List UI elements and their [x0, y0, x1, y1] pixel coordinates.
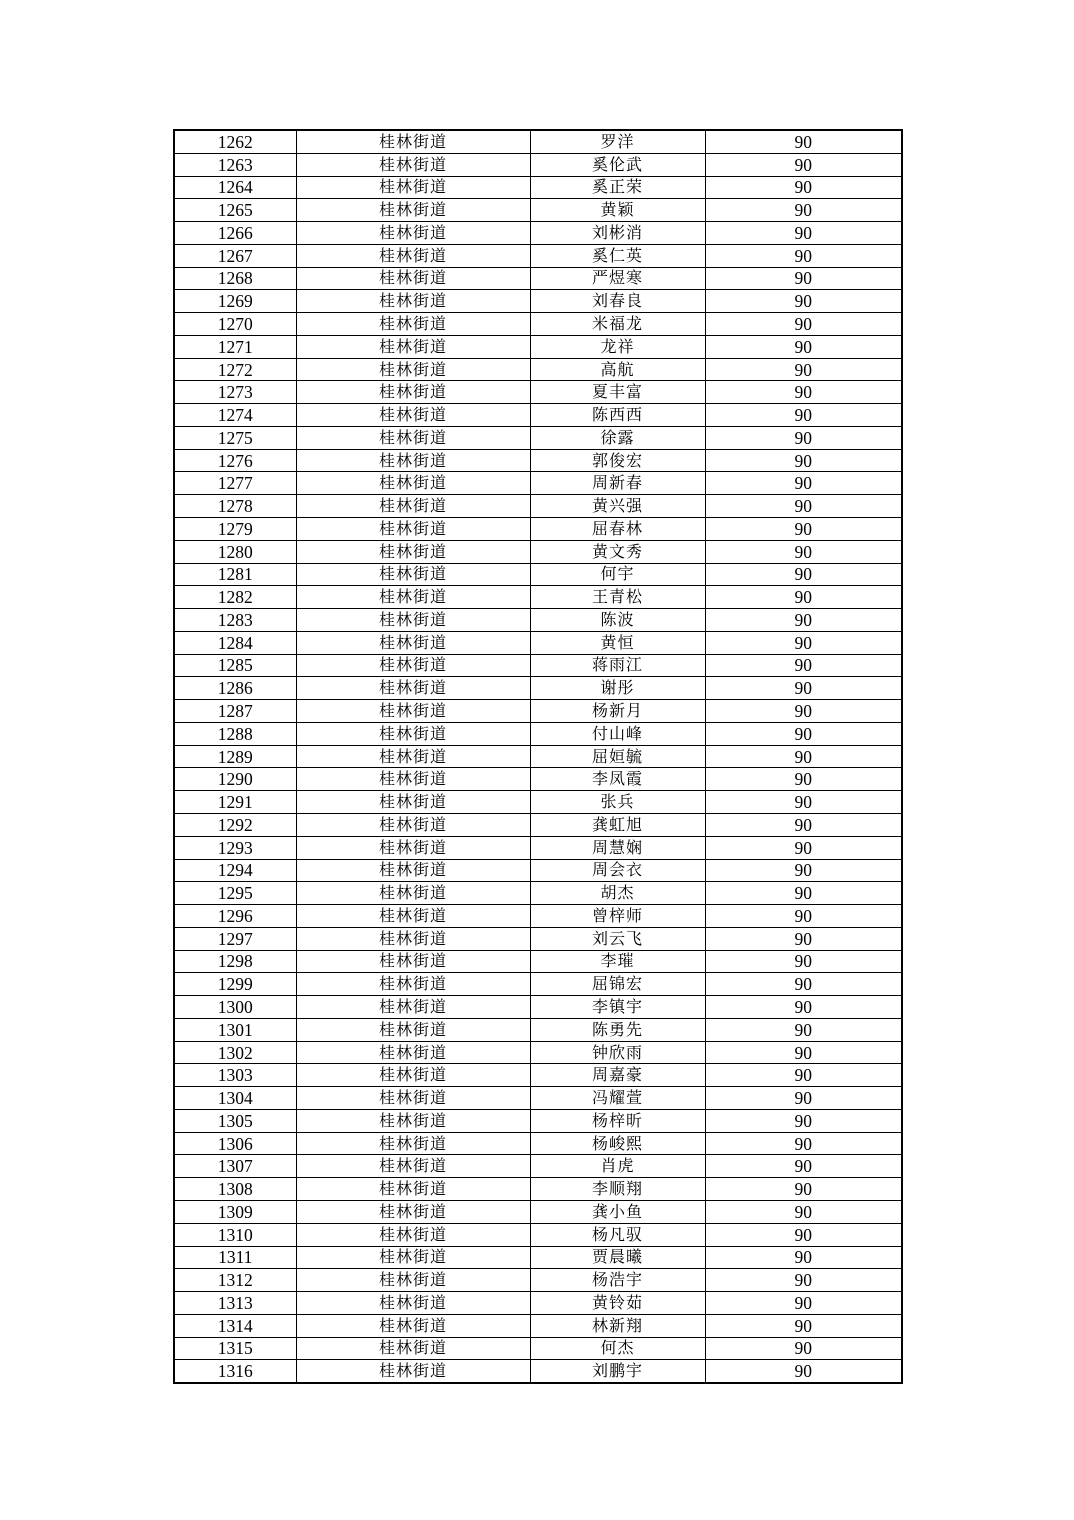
name-cell: 周嘉豪 — [530, 1064, 705, 1087]
row-number-cell: 1272 — [174, 358, 296, 381]
row-number-cell: 1279 — [174, 518, 296, 541]
row-number-cell: 1304 — [174, 1087, 296, 1110]
table-row — [174, 1314, 902, 1337]
table-row — [174, 176, 902, 199]
row-number-cell: 1316 — [174, 1360, 296, 1383]
name-cell: 曾梓师 — [530, 905, 705, 928]
score-cell: 90 — [705, 153, 902, 176]
table-row — [174, 1246, 902, 1269]
street-cell: 桂林街道 — [296, 1041, 530, 1064]
table-row — [174, 518, 902, 541]
name-cell: 杨梓昕 — [530, 1109, 705, 1132]
name-cell: 刘春良 — [530, 290, 705, 313]
score-cell: 90 — [705, 130, 902, 153]
name-cell: 贾晨曦 — [530, 1246, 705, 1269]
table-row — [174, 290, 902, 313]
score-cell: 90 — [705, 518, 902, 541]
row-number-cell: 1267 — [174, 244, 296, 267]
row-number-cell: 1288 — [174, 722, 296, 745]
name-cell: 李镇宇 — [530, 996, 705, 1019]
score-cell: 90 — [705, 882, 902, 905]
row-number-cell: 1283 — [174, 609, 296, 632]
table-row — [174, 745, 902, 768]
table-row — [174, 381, 902, 404]
street-cell: 桂林街道 — [296, 199, 530, 222]
name-cell: 龚小鱼 — [530, 1200, 705, 1223]
roster-table-body — [174, 130, 902, 1383]
row-number-cell: 1271 — [174, 335, 296, 358]
score-cell: 90 — [705, 222, 902, 245]
row-number-cell: 1274 — [174, 404, 296, 427]
name-cell: 周会衣 — [530, 859, 705, 882]
name-cell: 杨峻熙 — [530, 1132, 705, 1155]
street-cell: 桂林街道 — [296, 996, 530, 1019]
table-row — [174, 859, 902, 882]
street-cell: 桂林街道 — [296, 290, 530, 313]
street-cell: 桂林街道 — [296, 654, 530, 677]
table-row — [174, 1018, 902, 1041]
row-number-cell: 1294 — [174, 859, 296, 882]
street-cell: 桂林街道 — [296, 222, 530, 245]
street-cell: 桂林街道 — [296, 745, 530, 768]
score-cell: 90 — [705, 1018, 902, 1041]
table-row — [174, 1292, 902, 1315]
name-cell: 何宇 — [530, 563, 705, 586]
name-cell: 张兵 — [530, 791, 705, 814]
score-cell: 90 — [705, 1269, 902, 1292]
street-cell: 桂林街道 — [296, 1314, 530, 1337]
row-number-cell: 1311 — [174, 1246, 296, 1269]
name-cell: 黄颖 — [530, 199, 705, 222]
name-cell: 严煜寒 — [530, 267, 705, 290]
name-cell: 周慧娴 — [530, 836, 705, 859]
name-cell: 钟欣雨 — [530, 1041, 705, 1064]
street-cell: 桂林街道 — [296, 404, 530, 427]
row-number-cell: 1286 — [174, 677, 296, 700]
score-cell: 90 — [705, 563, 902, 586]
table-row — [174, 358, 902, 381]
score-cell: 90 — [705, 609, 902, 632]
table-row — [174, 927, 902, 950]
street-cell: 桂林街道 — [296, 973, 530, 996]
score-cell: 90 — [705, 1314, 902, 1337]
name-cell: 黄文秀 — [530, 540, 705, 563]
street-cell: 桂林街道 — [296, 927, 530, 950]
row-number-cell: 1289 — [174, 745, 296, 768]
row-number-cell: 1285 — [174, 654, 296, 677]
street-cell: 桂林街道 — [296, 836, 530, 859]
street-cell: 桂林街道 — [296, 905, 530, 928]
street-cell: 桂林街道 — [296, 1018, 530, 1041]
table-row — [174, 973, 902, 996]
table-row — [174, 1360, 902, 1383]
name-cell: 屈姮毓 — [530, 745, 705, 768]
street-cell: 桂林街道 — [296, 1087, 530, 1110]
street-cell: 桂林街道 — [296, 449, 530, 472]
row-number-cell: 1293 — [174, 836, 296, 859]
table-row — [174, 540, 902, 563]
row-number-cell: 1278 — [174, 495, 296, 518]
score-cell: 90 — [705, 1178, 902, 1201]
score-cell: 90 — [705, 791, 902, 814]
street-cell: 桂林街道 — [296, 791, 530, 814]
score-cell: 90 — [705, 1132, 902, 1155]
street-cell: 桂林街道 — [296, 700, 530, 723]
table-row — [174, 244, 902, 267]
name-cell: 陈波 — [530, 609, 705, 632]
score-cell: 90 — [705, 1064, 902, 1087]
street-cell: 桂林街道 — [296, 1360, 530, 1383]
street-cell: 桂林街道 — [296, 176, 530, 199]
table-row — [174, 199, 902, 222]
street-cell: 桂林街道 — [296, 540, 530, 563]
score-cell: 90 — [705, 1292, 902, 1315]
name-cell: 屈春林 — [530, 518, 705, 541]
score-cell: 90 — [705, 700, 902, 723]
score-cell: 90 — [705, 426, 902, 449]
roster-table — [173, 129, 903, 1384]
score-cell: 90 — [705, 449, 902, 472]
score-cell: 90 — [705, 358, 902, 381]
table-row — [174, 631, 902, 654]
row-number-cell: 1282 — [174, 586, 296, 609]
name-cell: 何杰 — [530, 1337, 705, 1360]
table-row — [174, 905, 902, 928]
name-cell: 黄恒 — [530, 631, 705, 654]
street-cell: 桂林街道 — [296, 1292, 530, 1315]
name-cell: 杨凡驭 — [530, 1223, 705, 1246]
table-row — [174, 677, 902, 700]
street-cell: 桂林街道 — [296, 267, 530, 290]
name-cell: 罗洋 — [530, 130, 705, 153]
table-row — [174, 495, 902, 518]
score-cell: 90 — [705, 836, 902, 859]
row-number-cell: 1276 — [174, 449, 296, 472]
table-row — [174, 609, 902, 632]
name-cell: 肖虎 — [530, 1155, 705, 1178]
table-row — [174, 1337, 902, 1360]
score-cell: 90 — [705, 1087, 902, 1110]
name-cell: 陈西西 — [530, 404, 705, 427]
row-number-cell: 1302 — [174, 1041, 296, 1064]
table-row — [174, 882, 902, 905]
score-cell: 90 — [705, 267, 902, 290]
street-cell: 桂林街道 — [296, 518, 530, 541]
name-cell: 奚仁英 — [530, 244, 705, 267]
name-cell: 刘鹏宇 — [530, 1360, 705, 1383]
score-cell: 90 — [705, 813, 902, 836]
table-row — [174, 1041, 902, 1064]
score-cell: 90 — [705, 1360, 902, 1383]
table-row — [174, 563, 902, 586]
score-cell: 90 — [705, 381, 902, 404]
score-cell: 90 — [705, 1041, 902, 1064]
row-number-cell: 1308 — [174, 1178, 296, 1201]
street-cell: 桂林街道 — [296, 1337, 530, 1360]
row-number-cell: 1292 — [174, 813, 296, 836]
score-cell: 90 — [705, 745, 902, 768]
score-cell: 90 — [705, 495, 902, 518]
street-cell: 桂林街道 — [296, 1109, 530, 1132]
table-row — [174, 700, 902, 723]
name-cell: 夏丰富 — [530, 381, 705, 404]
score-cell: 90 — [705, 540, 902, 563]
row-number-cell: 1299 — [174, 973, 296, 996]
row-number-cell: 1301 — [174, 1018, 296, 1041]
row-number-cell: 1265 — [174, 199, 296, 222]
row-number-cell: 1264 — [174, 176, 296, 199]
street-cell: 桂林街道 — [296, 313, 530, 336]
street-cell: 桂林街道 — [296, 1155, 530, 1178]
score-cell: 90 — [705, 1155, 902, 1178]
row-number-cell: 1280 — [174, 540, 296, 563]
name-cell: 付山峰 — [530, 722, 705, 745]
score-cell: 90 — [705, 176, 902, 199]
row-number-cell: 1295 — [174, 882, 296, 905]
name-cell: 龙祥 — [530, 335, 705, 358]
street-cell: 桂林街道 — [296, 882, 530, 905]
row-number-cell: 1305 — [174, 1109, 296, 1132]
score-cell: 90 — [705, 244, 902, 267]
name-cell: 奚正荣 — [530, 176, 705, 199]
street-cell: 桂林街道 — [296, 631, 530, 654]
row-number-cell: 1312 — [174, 1269, 296, 1292]
row-number-cell: 1290 — [174, 768, 296, 791]
row-number-cell: 1307 — [174, 1155, 296, 1178]
table-row — [174, 996, 902, 1019]
table-row — [174, 1132, 902, 1155]
name-cell: 杨新月 — [530, 700, 705, 723]
row-number-cell: 1300 — [174, 996, 296, 1019]
street-cell: 桂林街道 — [296, 1064, 530, 1087]
row-number-cell: 1313 — [174, 1292, 296, 1315]
table-row — [174, 449, 902, 472]
row-number-cell: 1284 — [174, 631, 296, 654]
street-cell: 桂林街道 — [296, 130, 530, 153]
street-cell: 桂林街道 — [296, 563, 530, 586]
score-cell: 90 — [705, 290, 902, 313]
score-cell: 90 — [705, 1109, 902, 1132]
street-cell: 桂林街道 — [296, 950, 530, 973]
table-row — [174, 1200, 902, 1223]
name-cell: 李顺翔 — [530, 1178, 705, 1201]
street-cell: 桂林街道 — [296, 426, 530, 449]
score-cell: 90 — [705, 199, 902, 222]
row-number-cell: 1297 — [174, 927, 296, 950]
name-cell: 米福龙 — [530, 313, 705, 336]
street-cell: 桂林街道 — [296, 1223, 530, 1246]
street-cell: 桂林街道 — [296, 381, 530, 404]
name-cell: 刘彬消 — [530, 222, 705, 245]
table-row — [174, 335, 902, 358]
table-row — [174, 267, 902, 290]
name-cell: 黄铃茹 — [530, 1292, 705, 1315]
row-number-cell: 1277 — [174, 472, 296, 495]
score-cell: 90 — [705, 654, 902, 677]
name-cell: 李凤霞 — [530, 768, 705, 791]
street-cell: 桂林街道 — [296, 722, 530, 745]
score-cell: 90 — [705, 973, 902, 996]
table-row — [174, 950, 902, 973]
score-cell: 90 — [705, 722, 902, 745]
table-row — [174, 222, 902, 245]
table-row — [174, 313, 902, 336]
score-cell: 90 — [705, 996, 902, 1019]
row-number-cell: 1266 — [174, 222, 296, 245]
row-number-cell: 1315 — [174, 1337, 296, 1360]
table-row — [174, 1087, 902, 1110]
score-cell: 90 — [705, 335, 902, 358]
name-cell: 林新翔 — [530, 1314, 705, 1337]
score-cell: 90 — [705, 677, 902, 700]
street-cell: 桂林街道 — [296, 244, 530, 267]
table-row — [174, 722, 902, 745]
table-row — [174, 586, 902, 609]
street-cell: 桂林街道 — [296, 768, 530, 791]
name-cell: 李璀 — [530, 950, 705, 973]
row-number-cell: 1275 — [174, 426, 296, 449]
street-cell: 桂林街道 — [296, 1246, 530, 1269]
row-number-cell: 1262 — [174, 130, 296, 153]
table-row — [174, 836, 902, 859]
table-row — [174, 472, 902, 495]
table-row — [174, 153, 902, 176]
row-number-cell: 1298 — [174, 950, 296, 973]
name-cell: 谢彤 — [530, 677, 705, 700]
row-number-cell: 1268 — [174, 267, 296, 290]
score-cell: 90 — [705, 905, 902, 928]
street-cell: 桂林街道 — [296, 677, 530, 700]
score-cell: 90 — [705, 950, 902, 973]
name-cell: 刘云飞 — [530, 927, 705, 950]
table-row — [174, 1269, 902, 1292]
name-cell: 屈锦宏 — [530, 973, 705, 996]
street-cell: 桂林街道 — [296, 153, 530, 176]
name-cell: 冯耀萱 — [530, 1087, 705, 1110]
name-cell: 蒋雨江 — [530, 654, 705, 677]
row-number-cell: 1303 — [174, 1064, 296, 1087]
row-number-cell: 1314 — [174, 1314, 296, 1337]
row-number-cell: 1310 — [174, 1223, 296, 1246]
row-number-cell: 1269 — [174, 290, 296, 313]
table-row — [174, 1223, 902, 1246]
street-cell: 桂林街道 — [296, 472, 530, 495]
name-cell: 郭俊宏 — [530, 449, 705, 472]
street-cell: 桂林街道 — [296, 1200, 530, 1223]
name-cell: 杨浩宇 — [530, 1269, 705, 1292]
name-cell: 高航 — [530, 358, 705, 381]
table-row — [174, 1064, 902, 1087]
score-cell: 90 — [705, 404, 902, 427]
name-cell: 周新春 — [530, 472, 705, 495]
name-cell: 陈勇先 — [530, 1018, 705, 1041]
street-cell: 桂林街道 — [296, 335, 530, 358]
score-cell: 90 — [705, 631, 902, 654]
name-cell: 黄兴强 — [530, 495, 705, 518]
table-row — [174, 654, 902, 677]
score-cell: 90 — [705, 1223, 902, 1246]
street-cell: 桂林街道 — [296, 1178, 530, 1201]
table-row — [174, 791, 902, 814]
street-cell: 桂林街道 — [296, 859, 530, 882]
street-cell: 桂林街道 — [296, 586, 530, 609]
street-cell: 桂林街道 — [296, 813, 530, 836]
score-cell: 90 — [705, 1337, 902, 1360]
row-number-cell: 1291 — [174, 791, 296, 814]
row-number-cell: 1281 — [174, 563, 296, 586]
score-cell: 90 — [705, 586, 902, 609]
score-cell: 90 — [705, 313, 902, 336]
table-row — [174, 1109, 902, 1132]
name-cell: 龚虹旭 — [530, 813, 705, 836]
table-row — [174, 1178, 902, 1201]
row-number-cell: 1287 — [174, 700, 296, 723]
table-row — [174, 1155, 902, 1178]
table-row — [174, 130, 902, 153]
row-number-cell: 1296 — [174, 905, 296, 928]
score-cell: 90 — [705, 768, 902, 791]
row-number-cell: 1273 — [174, 381, 296, 404]
score-cell: 90 — [705, 1200, 902, 1223]
street-cell: 桂林街道 — [296, 495, 530, 518]
street-cell: 桂林街道 — [296, 1132, 530, 1155]
street-cell: 桂林街道 — [296, 609, 530, 632]
table-row — [174, 426, 902, 449]
name-cell: 胡杰 — [530, 882, 705, 905]
table-row — [174, 404, 902, 427]
street-cell: 桂林街道 — [296, 358, 530, 381]
street-cell: 桂林街道 — [296, 1269, 530, 1292]
table-row — [174, 813, 902, 836]
row-number-cell: 1309 — [174, 1200, 296, 1223]
name-cell: 徐露 — [530, 426, 705, 449]
row-number-cell: 1270 — [174, 313, 296, 336]
score-cell: 90 — [705, 1246, 902, 1269]
name-cell: 奚伦武 — [530, 153, 705, 176]
row-number-cell: 1306 — [174, 1132, 296, 1155]
table-row — [174, 768, 902, 791]
score-cell: 90 — [705, 859, 902, 882]
score-cell: 90 — [705, 927, 902, 950]
score-cell: 90 — [705, 472, 902, 495]
name-cell: 王青松 — [530, 586, 705, 609]
row-number-cell: 1263 — [174, 153, 296, 176]
